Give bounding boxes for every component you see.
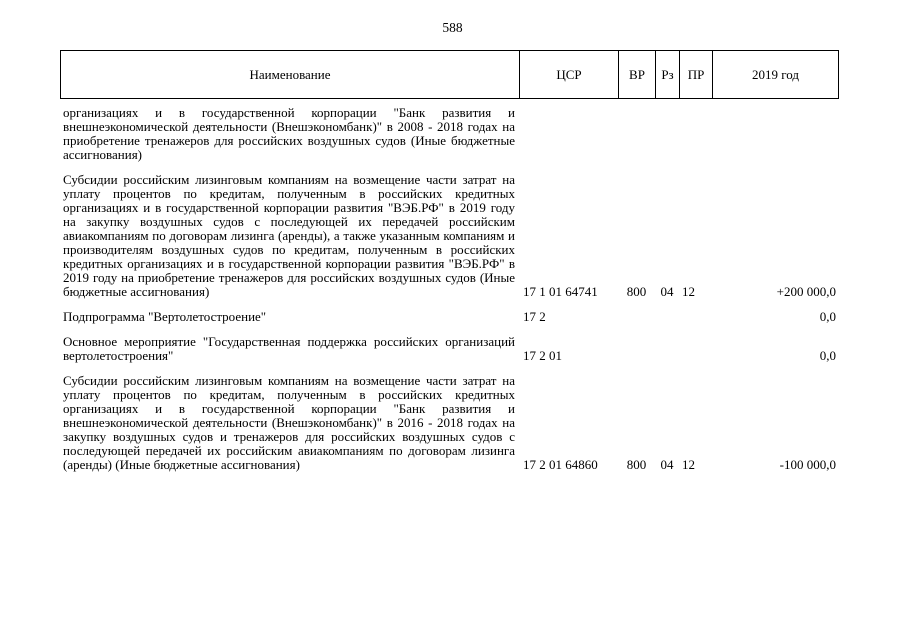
row-name: Субсидии российским лизинговым компаниям на возмещение части затрат на уплату процентов по кредитам, полученным в российских кредитных организациях и в государственной корпорации "Банк развития и внешнеэкономической деятельности (Внешэкономбанк)" в 2016 - 2018 годах на закупку воздушных судов и тренажеров для российских воздушных судов с последующей передачей их российским авиакомпаниям по договорам лизинга (аренды) (Иные бюджетные ассигнования) xyxy=(63,373,515,472)
row-vr xyxy=(618,310,655,324)
table-row xyxy=(60,310,838,324)
row-csr: 17 2 xyxy=(523,309,546,324)
column-header-csr: ЦСР xyxy=(520,51,619,99)
row-name: Подпрограмма "Вертолетостроение" xyxy=(63,309,267,324)
row-vr xyxy=(618,106,655,162)
row-vr xyxy=(618,335,655,363)
row-rz: 04 xyxy=(660,457,674,472)
row-rz: 04 xyxy=(660,284,674,299)
row-pr: 12 xyxy=(682,284,695,299)
row-amount: 0,0 xyxy=(819,309,836,324)
table-header xyxy=(60,50,839,99)
column-header-year: 2019 год xyxy=(713,51,839,99)
row-vr: 800 xyxy=(626,284,647,299)
column-header-rz: Рз xyxy=(656,51,680,99)
row-name: Основное мероприятие "Государственная поддержка российских организаций вертолетостроения" xyxy=(63,334,515,363)
row-amount: -100 000,0 xyxy=(779,457,836,472)
table-row xyxy=(60,374,838,472)
row-rz xyxy=(655,106,679,162)
row-name: Субсидии российским лизинговым компаниям на возмещение части затрат на уплату процентов по кредитам, полученным в российских кредитных организациях и в государственной корпорации развития "ВЭБ.РФ" в 2019 году на закупку воздушных судов с последующей их передачей российским авиакомпаниям по договорам лизинга (аренды), а также указанным компаниям и производителям воздушных судов по кредитам, полученным в российских кредитных организациях и в государственной корпорации развития "ВЭБ.РФ" в 2019 году на приобретение тренажеров для российских воздушных судов (Иные бюджетные ассигнования) xyxy=(63,172,515,299)
row-amount xyxy=(712,106,838,162)
row-name: организациях и в государственной корпорации "Банк развития и внешнеэкономической деятельности (Внешэкономбанк)" в 2008 - 2018 годах на приобретение тренажеров для российских воздушных судов (Иные бюджетные ассигнования) xyxy=(63,105,515,162)
table-row xyxy=(60,335,838,363)
row-pr xyxy=(679,106,712,162)
row-amount: 0,0 xyxy=(819,348,836,363)
budget-table xyxy=(60,106,838,472)
column-header-pr: ПР xyxy=(680,51,713,99)
row-pr xyxy=(679,335,712,363)
row-csr: 17 1 01 64741 xyxy=(523,284,598,299)
page-number: 588 xyxy=(442,20,463,35)
row-csr: 17 2 01 64860 xyxy=(523,457,598,472)
row-csr xyxy=(519,106,618,162)
row-amount: +200 000,0 xyxy=(776,284,836,299)
row-rz xyxy=(655,335,679,363)
row-pr: 12 xyxy=(682,457,695,472)
row-pr xyxy=(679,310,712,324)
row-vr: 800 xyxy=(626,457,647,472)
table-row xyxy=(60,106,838,162)
column-header-name: Наименование xyxy=(61,51,520,99)
row-rz xyxy=(655,310,679,324)
table-row xyxy=(60,173,838,299)
row-csr: 17 2 01 xyxy=(523,348,562,363)
column-header-vr: ВР xyxy=(619,51,656,99)
